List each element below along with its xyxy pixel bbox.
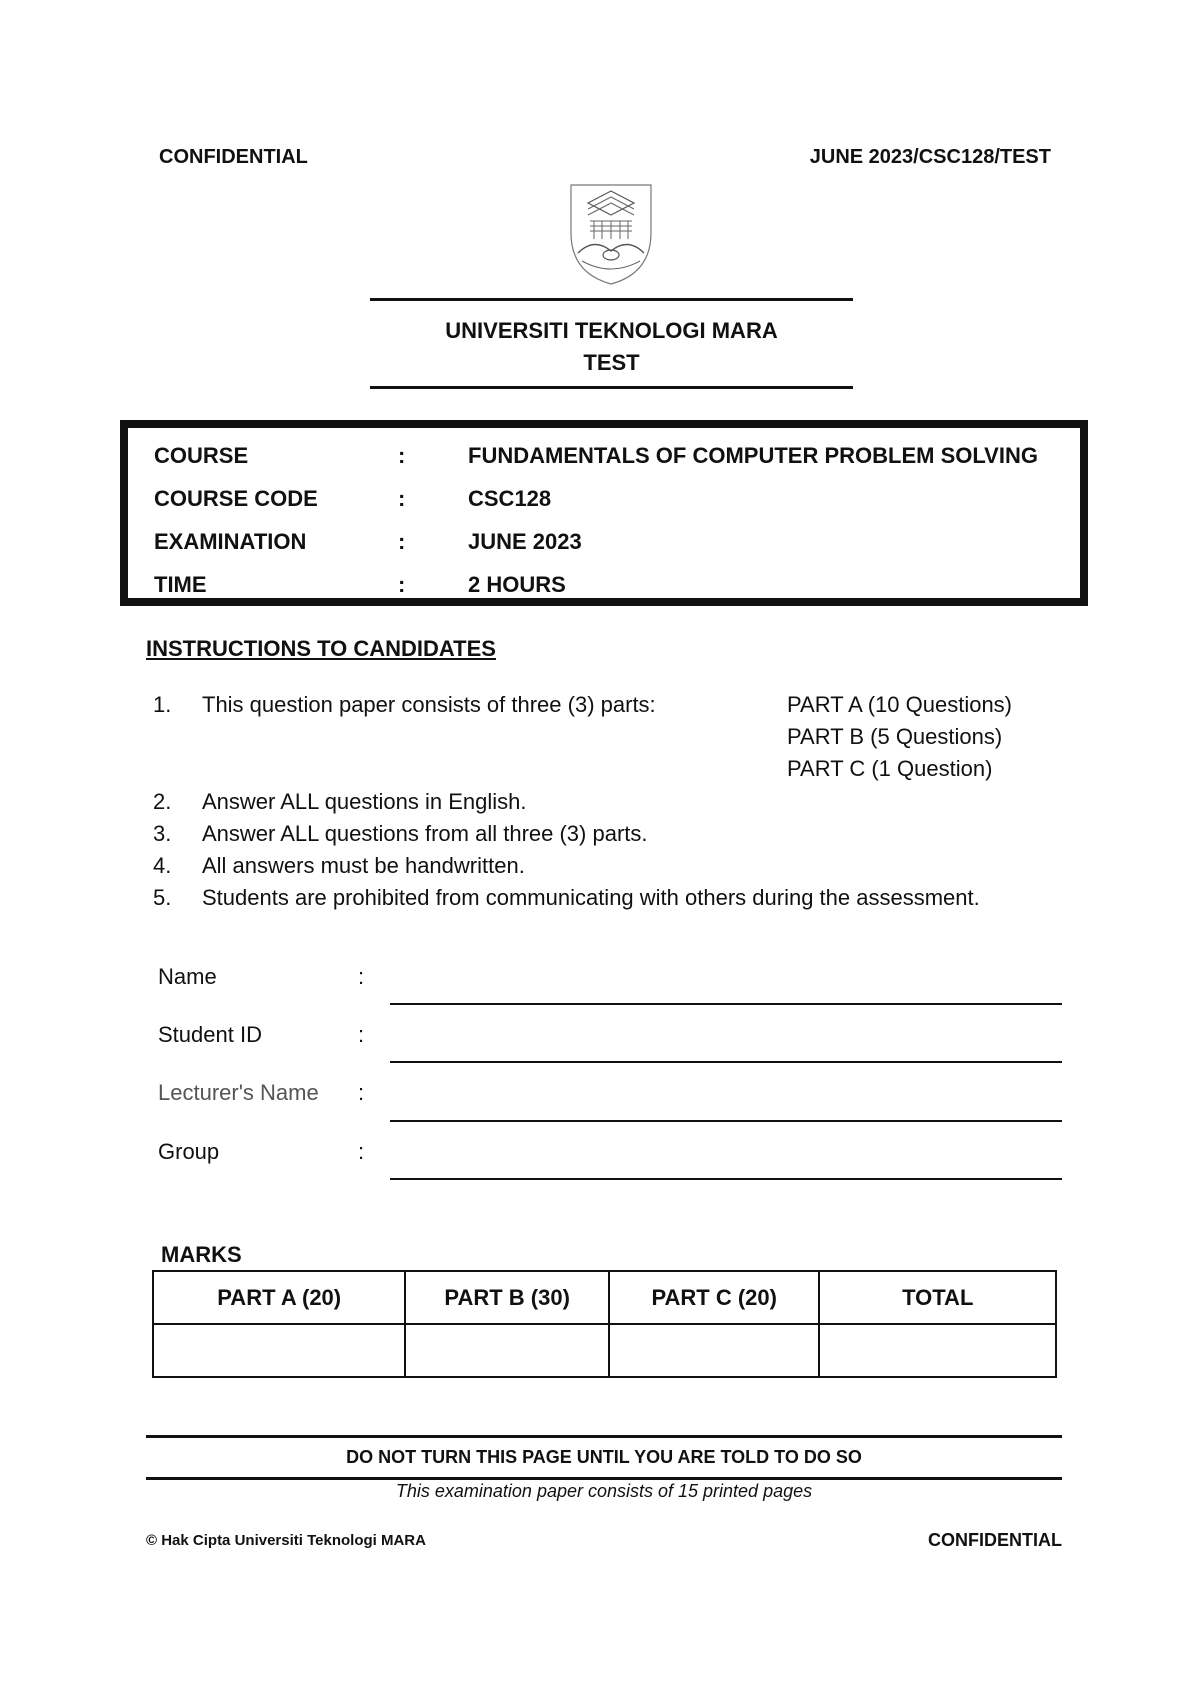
instruction-number: 2. bbox=[153, 789, 172, 814]
lecturer-name-field[interactable] bbox=[390, 1120, 1062, 1122]
instruction-text: Answer ALL questions in English. bbox=[202, 789, 527, 814]
examination-colon: : bbox=[398, 529, 406, 554]
instruction-number: 4. bbox=[153, 853, 172, 878]
do-not-turn-notice: DO NOT TURN THIS PAGE UNTIL YOU ARE TOLD TO DO SO bbox=[346, 1447, 862, 1467]
course-colon: : bbox=[398, 443, 406, 468]
course-value: FUNDAMENTALS OF COMPUTER PROBLEM SOLVING bbox=[468, 443, 1038, 468]
part-b-header: PART B (30) bbox=[405, 1271, 609, 1324]
instruction-text: Students are prohibited from communicating with others during the assessment. bbox=[202, 885, 980, 910]
name-field[interactable] bbox=[390, 1003, 1062, 1005]
marks-entry-row bbox=[153, 1324, 1056, 1377]
instruction-number: 5. bbox=[153, 885, 172, 910]
instruction-number: 3. bbox=[153, 821, 172, 846]
time-value: 2 HOURS bbox=[468, 572, 566, 597]
printed-pages-note: This examination paper consists of 15 printed pages bbox=[395, 1481, 813, 1501]
marks-title: MARKS bbox=[161, 1242, 242, 1267]
examination-label: EXAMINATION bbox=[154, 529, 307, 554]
part-a-header: PART A (20) bbox=[153, 1271, 405, 1324]
header-exam-code: JUNE 2023/CSC128/TEST bbox=[809, 146, 1051, 168]
university-crest-icon bbox=[568, 181, 654, 287]
footer-rule-bottom bbox=[146, 1477, 1062, 1480]
instruction-text: All answers must be handwritten. bbox=[202, 853, 525, 878]
instructions-title: INSTRUCTIONS TO CANDIDATES bbox=[146, 636, 496, 661]
examination-value: JUNE 2023 bbox=[468, 529, 582, 554]
title-rule-top bbox=[370, 298, 853, 301]
copyright-notice: © Hak Cipta Universiti Teknologi MARA bbox=[146, 1532, 426, 1549]
lecturer-name-colon: : bbox=[358, 1080, 365, 1105]
course-code-label: COURSE CODE bbox=[154, 486, 318, 511]
part-b-count: PART B (5 Questions) bbox=[787, 724, 1003, 749]
course-label: COURSE bbox=[154, 443, 249, 468]
marks-header-row bbox=[153, 1271, 1056, 1324]
total-header: TOTAL bbox=[819, 1271, 1056, 1324]
instruction-number: 1. bbox=[153, 692, 172, 717]
part-a-count: PART A (10 Questions) bbox=[787, 692, 1013, 717]
time-colon: : bbox=[398, 572, 406, 597]
part-c-count: PART C (1 Question) bbox=[787, 756, 993, 781]
name-colon: : bbox=[358, 964, 365, 989]
group-colon: : bbox=[358, 1139, 365, 1164]
footer-confidential: CONFIDENTIAL bbox=[928, 1530, 1062, 1550]
group-field[interactable] bbox=[390, 1178, 1062, 1180]
student-id-field[interactable] bbox=[390, 1061, 1062, 1063]
document-type: TEST bbox=[583, 350, 640, 375]
marks-table bbox=[152, 1270, 1057, 1378]
instruction-text: Answer ALL questions from all three (3) parts. bbox=[202, 821, 648, 846]
name-label: Name bbox=[158, 964, 217, 989]
footer-rule-top bbox=[146, 1435, 1062, 1438]
lecturer-name-label: Lecturer's Name bbox=[158, 1080, 319, 1105]
part-b-mark-cell[interactable] bbox=[405, 1324, 609, 1377]
course-info-box bbox=[120, 420, 1088, 606]
header-confidential: CONFIDENTIAL bbox=[159, 146, 308, 168]
university-name: UNIVERSITI TEKNOLOGI MARA bbox=[445, 318, 778, 343]
part-c-mark-cell[interactable] bbox=[609, 1324, 820, 1377]
part-a-mark-cell[interactable] bbox=[153, 1324, 405, 1377]
time-label: TIME bbox=[154, 572, 207, 597]
total-mark-cell[interactable] bbox=[819, 1324, 1056, 1377]
course-code-colon: : bbox=[398, 486, 406, 511]
part-c-header: PART C (20) bbox=[609, 1271, 820, 1324]
instruction-text: This question paper consists of three (3) parts: bbox=[202, 692, 656, 717]
title-rule-bottom bbox=[370, 386, 853, 389]
course-code-value: CSC128 bbox=[468, 486, 552, 511]
student-id-label: Student ID bbox=[158, 1022, 262, 1047]
group-label: Group bbox=[158, 1139, 220, 1164]
student-id-colon: : bbox=[358, 1022, 365, 1047]
